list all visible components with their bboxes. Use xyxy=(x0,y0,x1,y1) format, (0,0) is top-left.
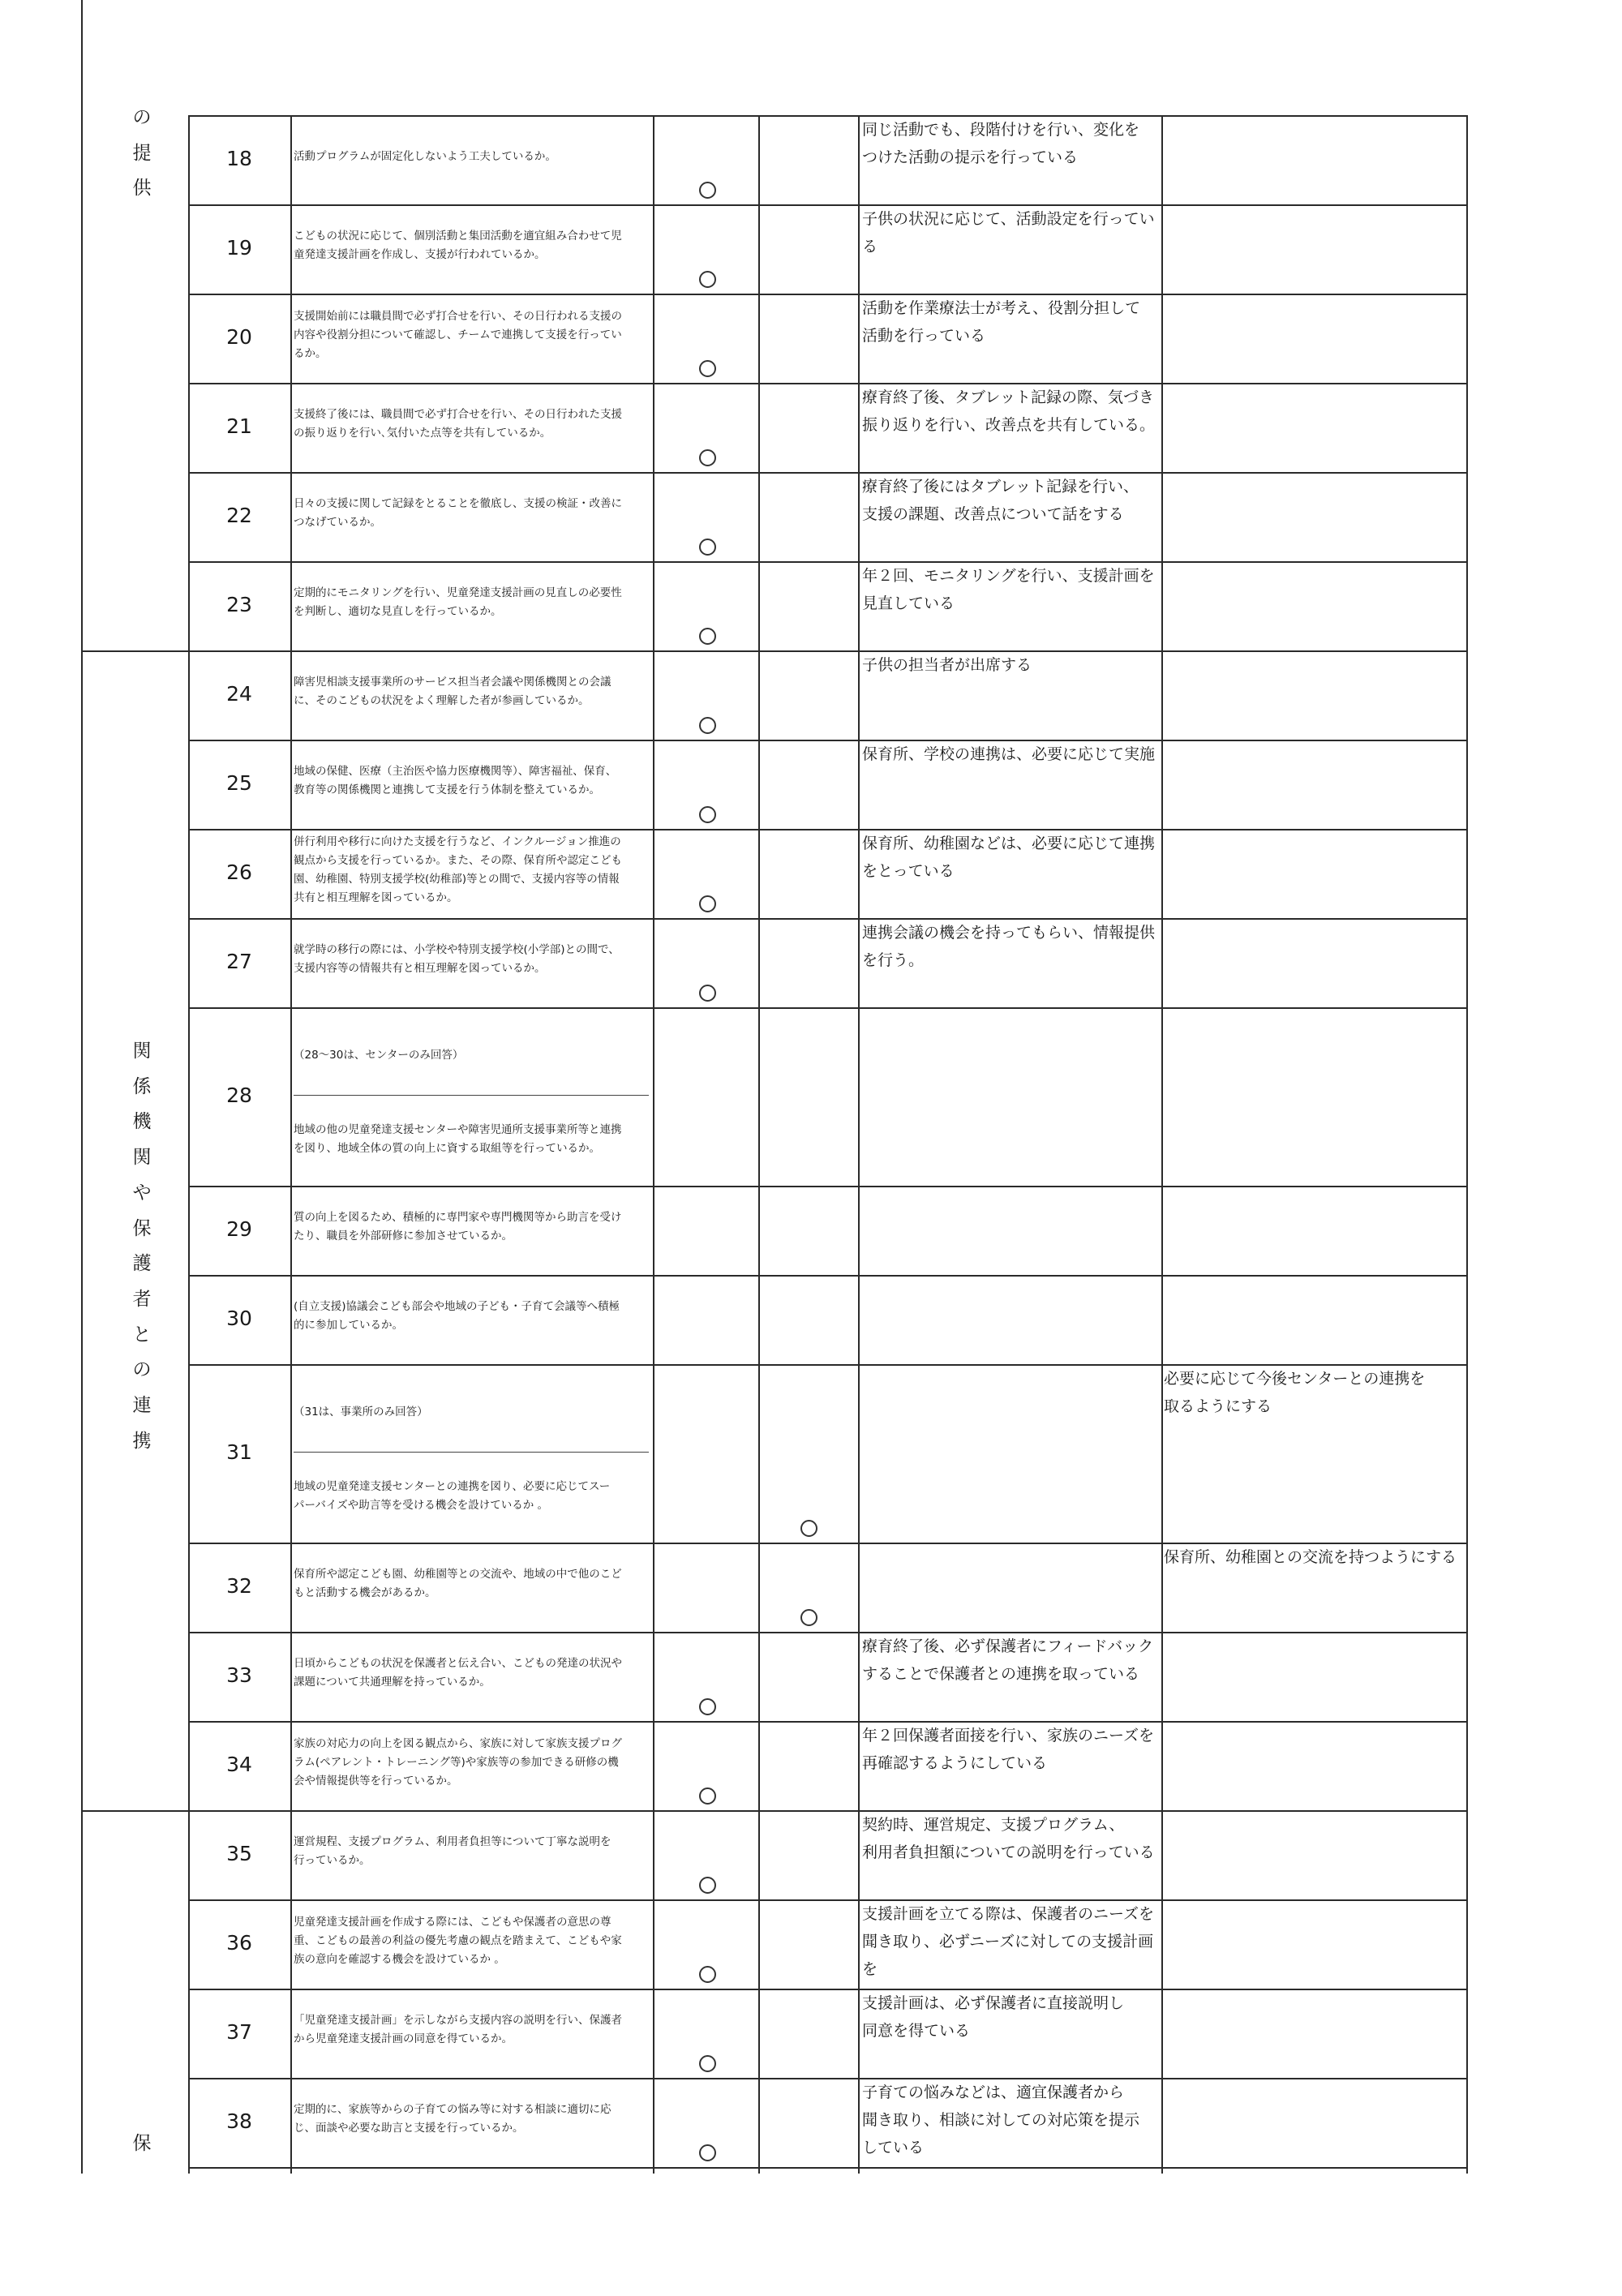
question-text-line: じ、面談や必要な助言と支援を行っているか。 xyxy=(294,2122,524,2135)
row-number: 25 xyxy=(226,771,252,795)
question-text-line: 地域の他の児童発達支援センターや障害児通所支援事業所等と連携 xyxy=(294,1123,622,1136)
row-number: 38 xyxy=(226,2109,252,2133)
question-text-line: に、そのこどもの状況をよく理解した者が参画しているか。 xyxy=(294,694,590,707)
circle-mark-icon xyxy=(800,1520,817,1537)
row-divider xyxy=(188,2078,1468,2079)
row-number: 18 xyxy=(226,147,252,170)
column-divider xyxy=(858,115,860,2174)
question-text-line: 活動プログラムが固定化しないよう工夫しているか。 xyxy=(294,149,556,163)
question-text-line: 地域の保健、医療（主治医や協力医療機関等）、障害福祉、保育、 xyxy=(294,765,617,778)
row-divider xyxy=(188,1899,1468,1901)
question-text-line: 共有と相互理解を図っているか。 xyxy=(294,891,458,904)
section-label-char: の xyxy=(132,1359,152,1381)
question-text-line: もと活動する機会があるか。 xyxy=(294,1586,436,1599)
row-number: 30 xyxy=(226,1307,252,1330)
status-comment-line: つけた活動の提示を行っている xyxy=(862,148,1079,166)
question-text-line: ラム(ペアレント・トレーニング等)や家族等の参加できる研修の機 xyxy=(294,1755,619,1769)
circle-mark-icon xyxy=(699,539,716,556)
section-label-char: 保 xyxy=(132,1217,152,1239)
section-label-char: 連 xyxy=(132,1395,152,1417)
section-label-char: 関 xyxy=(132,1147,152,1169)
question-text-line: パーバイズや助言等を受ける機会を設けているか 。 xyxy=(294,1499,548,1512)
section-label xyxy=(130,101,154,207)
improvement-comment-line: 取るようにする xyxy=(1164,1397,1272,1415)
status-comment-line: 連携会議の機会を持ってもらい、情報提供 xyxy=(862,924,1156,942)
status-comment-line: 保育所、学校の連携は、必要に応じて実施 xyxy=(862,745,1156,763)
section-label xyxy=(130,1034,154,1459)
status-comment-line: 支援計画は、必ず保護者に直接説明し xyxy=(862,1994,1125,2012)
row-number: 26 xyxy=(226,860,252,884)
question-text-line: 定期的に、家族等からの子育ての悩み等に対する相談に適切に応 xyxy=(294,2103,611,2116)
status-comment-line: 活動を作業療法士が考え、役割分担して xyxy=(862,299,1141,317)
row-divider xyxy=(188,1007,1468,1009)
section-label-char: 関 xyxy=(132,1041,152,1062)
row-divider xyxy=(188,1275,1468,1277)
row-divider xyxy=(188,294,1468,295)
question-text-line: 観点から支援を行っているか。また、その際、保育所や認定こども xyxy=(294,854,622,867)
question-text-line: 内容や役割分担について確認し、チームで連携して支援を行ってい xyxy=(294,328,622,341)
circle-mark-icon xyxy=(699,271,716,288)
circle-mark-icon xyxy=(800,1609,817,1626)
question-text-line: 日頃からこどもの状況を保護者と伝え合い、こどもの発達の状況や xyxy=(294,1657,622,1670)
status-comment-line: 年２回保護者面接を行い、家族のニーズを xyxy=(862,1727,1155,1745)
question-text-line: 的に参加しているか。 xyxy=(294,1319,403,1332)
section-label-char: や xyxy=(132,1182,152,1204)
status-comment-line: 見直している xyxy=(862,594,955,612)
question-text-line: 課題について共通理解を持っているか。 xyxy=(294,1676,491,1689)
circle-mark-icon xyxy=(699,895,716,912)
status-comment-line: 再確認するようにしている xyxy=(862,1754,1048,1772)
question-text-line: から児童発達支援計画の同意を得ているか。 xyxy=(294,2032,513,2045)
column-divider xyxy=(758,115,760,2174)
status-comment-line: 同じ活動でも、段階付けを行い、変化を xyxy=(862,121,1140,139)
circle-mark-icon xyxy=(699,717,716,734)
circle-mark-icon xyxy=(699,2144,716,2161)
column-divider xyxy=(290,115,292,2174)
question-text-line: 就学時の移行の際には、小学校や特別支援学校(小学部)との間で、 xyxy=(294,943,620,956)
question-text-line: 日々の支援に関して記録をとることを徹底し、支援の検証・改善に xyxy=(294,497,622,510)
row-number: 20 xyxy=(226,325,252,349)
improvement-comment-line: 必要に応じて今後センターとの連携を xyxy=(1164,1370,1426,1388)
row-divider xyxy=(188,472,1468,474)
question-text-line: 族の意向を確認する機会を設けているか 。 xyxy=(294,1952,505,1966)
row-divider xyxy=(188,1989,1468,1990)
status-comment-line: 療育終了後にはタブレット記録を行い、 xyxy=(862,478,1139,496)
status-comment-line: 療育終了後、タブレット記録の際、気づき xyxy=(862,388,1155,406)
question-text-line: 重、こどもの最善の利益の優先考慮の観点を踏まえて、こどもや家 xyxy=(294,1933,622,1947)
question-text-line: 童発達支援計画を作成し、支援が行われているか。 xyxy=(294,248,546,261)
row-divider xyxy=(188,115,1468,117)
question-text-line: 「児童発達支援計画」を示しながら支援内容の説明を行い、保護者 xyxy=(294,2014,622,2027)
column-divider xyxy=(1161,115,1163,2174)
status-comment-line: 活動を行っている xyxy=(862,327,986,345)
status-comment-line: している xyxy=(862,2139,925,2157)
question-text-line: 運営規程、支援プログラム、利用者負担等について丁寧な説明を xyxy=(294,1835,611,1848)
status-comment-line: 契約時、運営規定、支援プログラム、 xyxy=(862,1816,1125,1834)
question-text-line: 支援内容等の情報共有と相互理解を図っているか。 xyxy=(294,962,546,975)
row-number: 32 xyxy=(226,1574,252,1598)
column-divider xyxy=(653,115,654,2174)
row-divider xyxy=(188,918,1468,920)
question-text-line: 併行利用や移行に向けた支援を行うなど、インクルージョン推進の xyxy=(294,835,621,848)
circle-mark-icon xyxy=(699,360,716,377)
section-label-char: の xyxy=(132,107,152,128)
status-comment-line: 子供の担当者が出席する xyxy=(862,656,1032,674)
question-text-line: 教育等の関係機関と連携して支援を行う体制を整えているか。 xyxy=(294,783,600,796)
row-divider xyxy=(188,383,1468,384)
status-comment-line: 利用者負担額についての説明を行っている xyxy=(862,1843,1155,1861)
question-text-line: つなげているか。 xyxy=(294,516,381,529)
section-label-char: 係 xyxy=(132,1075,152,1097)
row-number: 21 xyxy=(226,414,252,438)
status-comment-line: 子供の状況に応じて、活動設定を行ってい xyxy=(862,210,1155,228)
status-comment-line: る xyxy=(862,238,878,255)
question-text-line: を図り、地域全体の質の向上に資する取組等を行っているか。 xyxy=(294,1142,600,1155)
status-comment-line: 年２回、モニタリングを行い、支援計画を xyxy=(862,567,1155,585)
status-comment-line: 聞き取り、相談に対しての対応策を提示 xyxy=(862,2111,1140,2129)
row-divider xyxy=(188,204,1468,206)
question-text-line: 行っているか。 xyxy=(294,1854,371,1867)
circle-mark-icon xyxy=(699,1877,716,1894)
question-text-line: るか。 xyxy=(294,346,327,360)
section-label-char: 機 xyxy=(132,1111,152,1133)
circle-mark-icon xyxy=(699,806,716,823)
section-label-char: 携 xyxy=(132,1430,152,1452)
section-label-char: 供 xyxy=(132,178,152,200)
row-number: 34 xyxy=(226,1753,252,1776)
status-comment-line: 聞き取り、必ずニーズに対しての支援計画 xyxy=(862,1933,1154,1951)
row-divider xyxy=(81,650,1468,652)
question-text-line: (自立支援)協議会こども部会や地域の子ども・子育て会議等へ積極 xyxy=(294,1300,620,1313)
question-text-line: 支援終了後には、職員間で必ず打合せを行い、その日行われた支援 xyxy=(294,408,622,421)
column-divider xyxy=(188,115,190,2174)
question-text-line: 保育所や認定こども園、幼稚園等との交流や、地域の中で他のこど xyxy=(294,1568,622,1581)
section-label-char: 護 xyxy=(132,1253,152,1275)
question-text-line: 障害児相談支援事業所のサービス担当者会議や関係機関との会議 xyxy=(294,676,611,689)
circle-mark-icon xyxy=(699,985,716,1002)
row-divider xyxy=(188,2167,1468,2169)
answer-scope-note: （31は、事業所のみ回答） xyxy=(294,1405,428,1418)
circle-mark-icon xyxy=(699,1966,716,1983)
row-number: 24 xyxy=(226,682,252,706)
row-number: 31 xyxy=(226,1440,252,1464)
row-divider xyxy=(188,1186,1468,1187)
question-text-line: 質の向上を図るため、積極的に専門家や専門機関等から助言を受け xyxy=(294,1211,622,1224)
status-comment-line: 支援計画を立てる際は、保護者のニーズを xyxy=(862,1905,1155,1923)
circle-mark-icon xyxy=(699,1787,716,1805)
row-number: 19 xyxy=(226,236,252,260)
column-divider xyxy=(1466,115,1468,2174)
improvement-comment-line: 保育所、幼稚園との交流を持つようにする xyxy=(1164,1548,1457,1566)
circle-mark-icon xyxy=(699,1698,716,1715)
row-divider xyxy=(188,829,1468,830)
status-comment-line: を xyxy=(862,1960,878,1978)
row-number: 22 xyxy=(226,504,252,527)
row-number: 35 xyxy=(226,1842,252,1865)
question-text-line: 支援開始前には職員間で必ず打合せを行い、その日行われる支援の xyxy=(294,309,622,323)
row-number: 36 xyxy=(226,1931,252,1955)
status-comment-line: 療育終了後、必ず保護者にフィードバック xyxy=(862,1637,1154,1655)
row-divider xyxy=(188,1632,1468,1633)
section-label xyxy=(130,2126,154,2162)
row-number: 23 xyxy=(226,593,252,616)
circle-mark-icon xyxy=(699,182,716,199)
section-label-char: 提 xyxy=(132,142,152,164)
status-comment-line: 保育所、幼稚園などは、必要に応じて連携 xyxy=(862,835,1156,852)
note-underline xyxy=(294,1452,649,1453)
row-divider xyxy=(188,561,1468,563)
row-divider xyxy=(81,1810,1468,1812)
status-comment-line: 子育ての悩みなどは、適宜保護者から xyxy=(862,2084,1125,2101)
row-number: 29 xyxy=(226,1217,252,1241)
circle-mark-icon xyxy=(699,2055,716,2072)
question-text-line: こどもの状況に応じて、個別活動と集団活動を適宜組み合わせて児 xyxy=(294,230,622,242)
row-number: 33 xyxy=(226,1663,252,1687)
question-text-line: を判断し、適切な見直しを行っているか。 xyxy=(294,605,502,618)
question-text-line: 園、幼稚園、特別支援学校(幼稚部)等との間で、支援内容等の情報 xyxy=(294,873,620,886)
column-divider xyxy=(81,0,83,2174)
row-divider xyxy=(188,740,1468,741)
status-comment-line: 同意を得ている xyxy=(862,2022,971,2040)
note-underline xyxy=(294,1095,649,1096)
question-text-line: の振り返りを行い､気付いた点等を共有しているか。 xyxy=(294,427,551,440)
section-label-char: と xyxy=(132,1324,152,1345)
question-text-line: 会や情報提供等を行っているか。 xyxy=(294,1774,458,1787)
answer-scope-note: （28～30は、センターのみ回答） xyxy=(294,1049,464,1062)
status-comment-line: をとっている xyxy=(862,862,955,880)
question-text-line: 定期的にモニタリングを行い、児童発達支援計画の見直しの必要性 xyxy=(294,586,622,599)
question-text-line: 家族の対応力の向上を図る観点から、家族に対して家族支援プログ xyxy=(294,1736,622,1750)
circle-mark-icon xyxy=(699,628,716,645)
status-comment-line: することで保護者との連携を取っている xyxy=(862,1665,1140,1683)
section-label-char: 保 xyxy=(132,2133,152,2154)
question-text-line: 児童発達支援計画を作成する際には、こどもや保護者の意思の尊 xyxy=(294,1915,611,1929)
row-divider xyxy=(188,1721,1468,1723)
status-comment-line: 支援の課題、改善点について話をする xyxy=(862,505,1124,523)
row-number: 27 xyxy=(226,950,252,973)
status-comment-line: を行う。 xyxy=(862,951,925,969)
row-number: 37 xyxy=(226,2020,252,2044)
circle-mark-icon xyxy=(699,449,716,466)
question-text-line: 地域の児童発達支援センターとの連携を図り、必要に応じてスー xyxy=(294,1480,611,1493)
section-label-char: 者 xyxy=(132,1288,152,1310)
row-number: 28 xyxy=(226,1084,252,1107)
status-comment-line: 振り返りを行い、改善点を共有している。 xyxy=(862,416,1156,434)
question-text-line: たり、職員を外部研修に参加させているか。 xyxy=(294,1230,513,1242)
